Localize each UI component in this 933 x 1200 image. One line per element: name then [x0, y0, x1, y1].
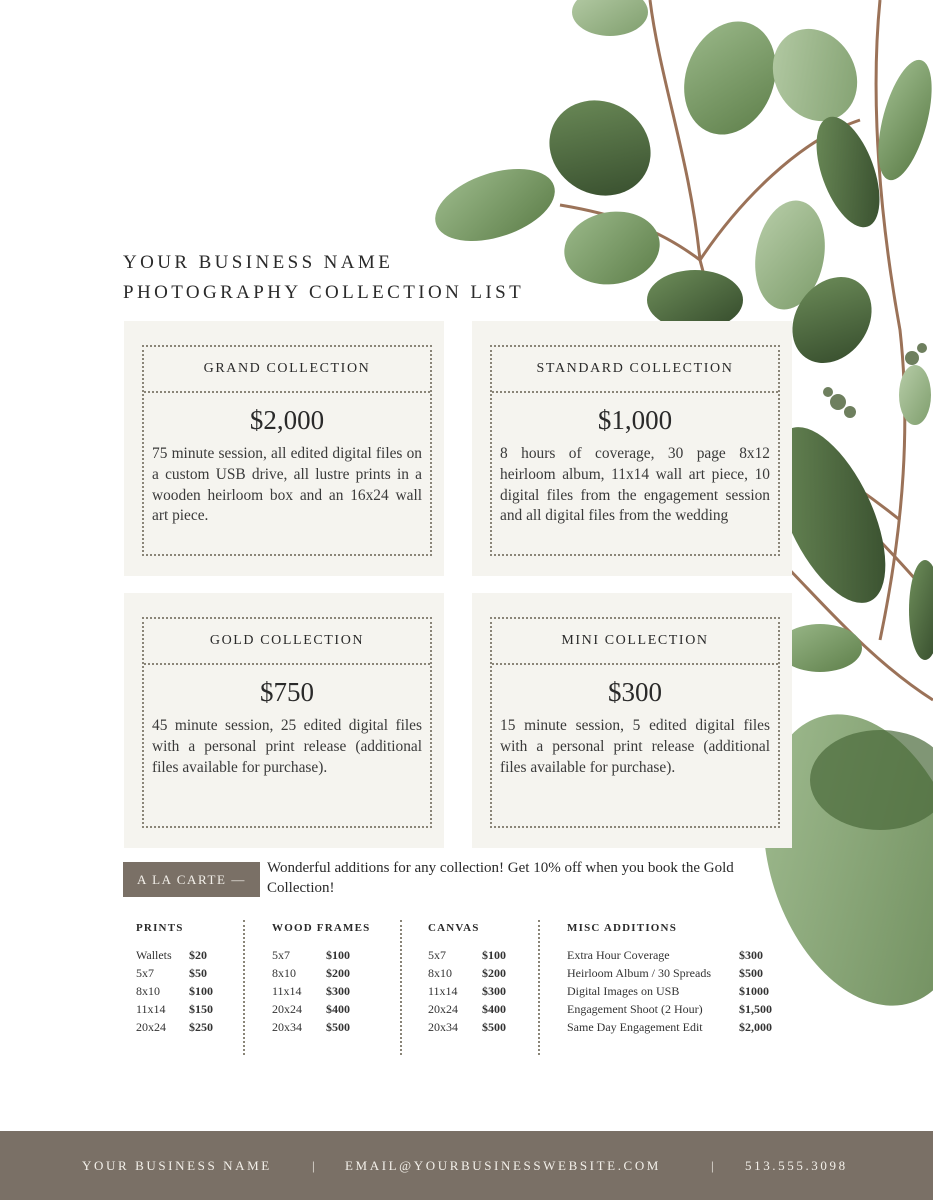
card-dotted-frame: [490, 345, 780, 556]
price-row: Wallets $20: [136, 948, 207, 962]
footer-separator: |: [312, 1157, 318, 1173]
price-list-heading: PRINTS: [136, 922, 184, 934]
price-list-prints: [136, 922, 213, 1036]
collection-description: 8 hours of coverage, 30 page 8x12 heirloom album, 11x14 wall art piece, 10 digital files from the engagement session and all digital files from the wedding: [500, 445, 770, 525]
page-title: PHOTOGRAPHY COLLECTION LIST: [123, 282, 525, 303]
price-list-misc-additions: [567, 922, 772, 1036]
collection-price: $750: [260, 677, 314, 707]
price-row: Extra Hour Coverage $300: [567, 948, 763, 962]
collection-price: $300: [608, 677, 662, 707]
price-row: 8x10 $200: [272, 966, 350, 980]
collection-description: 45 minute session, 25 edited digital files with a personal print release (additional files available for purchase).: [152, 717, 422, 776]
column-divider: [538, 920, 540, 1055]
footer-business-name: YOUR BUSINESS NAME: [82, 1157, 272, 1173]
price-row: 5x7 $50: [136, 966, 207, 980]
collection-card-mini: [472, 593, 792, 848]
collection-description: 15 minute session, 5 edited digital files with a personal print release (additional files available for purchase).: [500, 717, 770, 776]
price-list-heading: MISC ADDITIONS: [567, 922, 678, 934]
price-row: Engagement Shoot (2 Hour) $1,500: [567, 1002, 772, 1016]
card-dotted-frame: [142, 345, 432, 556]
footer-email[interactable]: EMAIL@YOURBUSINESSWEBSITE.COM: [345, 1157, 661, 1173]
price-row: 20x24 $250: [136, 1020, 213, 1034]
price-row: 11x14 $150: [136, 1002, 213, 1016]
collection-card-gold: [124, 593, 444, 848]
footer-phone[interactable]: 513.555.3098: [745, 1157, 848, 1173]
collection-description: 75 minute session, all edited digital files on a custom USB drive, all lustre prints in a wooden heirloom box and an 16x24 wall art piece.: [152, 445, 422, 525]
price-list-wood-frames: [272, 922, 370, 1036]
collection-title: MINI COLLECTION: [492, 619, 778, 665]
contact-footer: [0, 1131, 933, 1200]
collection-card-grand: [124, 321, 444, 576]
column-divider: [243, 920, 245, 1055]
price-row: 20x24 $400: [272, 1002, 350, 1016]
column-divider: [400, 920, 402, 1055]
price-row: 20x34 $500: [428, 1020, 506, 1034]
collection-price: $2,000: [249, 405, 325, 435]
price-row: 8x10 $200: [428, 966, 506, 980]
price-row: 5x7 $100: [272, 948, 350, 962]
card-dotted-frame: [490, 617, 780, 828]
price-row: 8x10 $100: [136, 984, 213, 998]
price-list-heading: CANVAS: [428, 922, 480, 934]
price-row: Digital Images on USB $1000: [567, 984, 769, 998]
collection-title: STANDARD COLLECTION: [492, 347, 778, 393]
price-row: Same Day Engagement Edit $2,000: [567, 1020, 772, 1034]
collection-title: GRAND COLLECTION: [144, 347, 430, 393]
price-list-heading: WOOD FRAMES: [272, 922, 371, 934]
price-row: 20x34 $500: [272, 1020, 350, 1034]
card-dotted-frame: [142, 617, 432, 828]
a-la-carte-text: Wonderful additions for any collection! Get 10% off when you book the Gold Collection!: [267, 860, 734, 896]
footer-separator: |: [711, 1157, 717, 1173]
price-row: 11x14 $300: [272, 984, 350, 998]
price-list-canvas: [428, 922, 506, 1036]
price-row: 5x7 $100: [428, 948, 506, 962]
collection-card-standard: [472, 321, 792, 576]
price-row: 20x24 $400: [428, 1002, 506, 1016]
document-header: [123, 248, 524, 308]
a-la-carte-tag: A LA CARTE —: [123, 862, 260, 897]
price-row: 11x14 $300: [428, 984, 506, 998]
collection-title: GOLD COLLECTION: [144, 619, 430, 665]
collection-price: $1,000: [597, 405, 673, 435]
price-row: Heirloom Album / 30 Spreads $500: [567, 966, 763, 980]
business-name-heading: YOUR BUSINESS NAME: [123, 252, 394, 273]
